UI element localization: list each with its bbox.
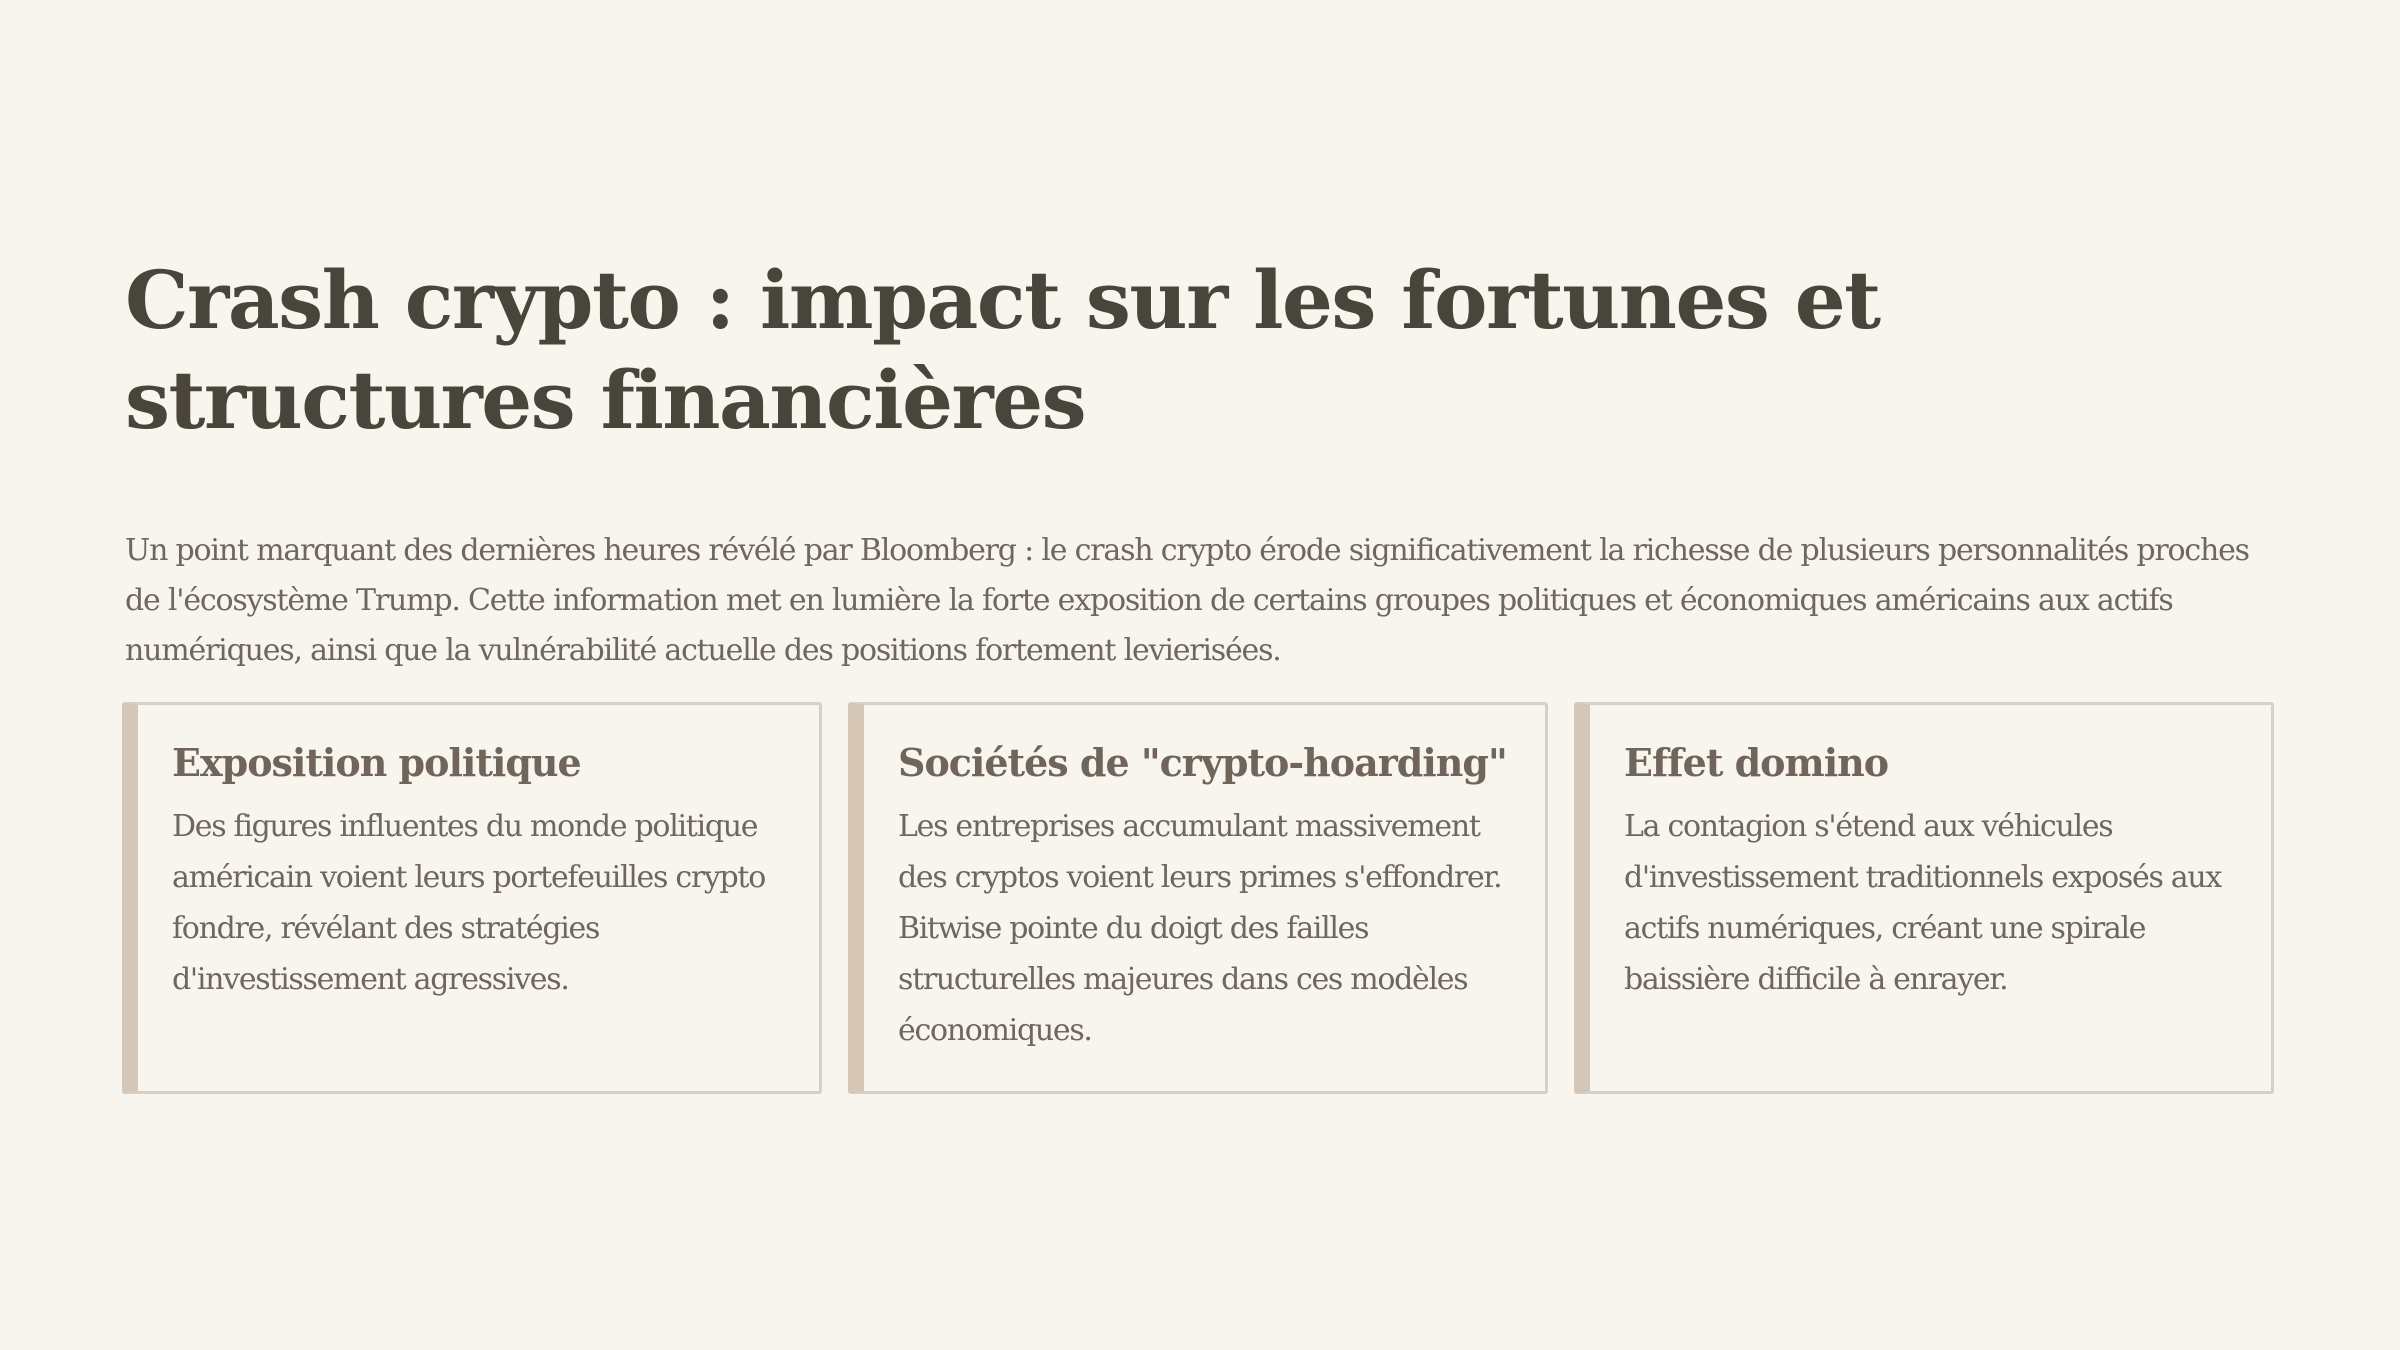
card-text: La contagion s'étend aux véhicules d'investissement traditionnels exposés aux actifs numériques, créant une spirale baissière difficile à enrayer. — [1624, 809, 2222, 997]
card-title: Sociétés de "crypto-hoarding" — [898, 740, 1507, 785]
card-title: Effet domino — [1624, 740, 1889, 785]
card-exposition-politique — [122, 702, 822, 1094]
card-crypto-hoarding — [848, 702, 1548, 1094]
slide-content — [125, 250, 2275, 676]
card-title: Exposition politique — [172, 740, 581, 785]
card-text: Les entreprises accumulant massivement des cryptos voient leurs primes s'effondrer. Bitwise pointe du doigt des failles structurelles majeures dans ces modèles économiques. — [898, 809, 1502, 1048]
intro-paragraph: Un point marquant des dernières heures révélé par Bloomberg : le crash crypto érode significativement la richesse de plusieurs personnalités proches de l'écosystème Trump. Cette information met en lumière la forte exposition de certains groupes politiques et économiques américains aux actifs numériques, ainsi que la vulnérabilité actuelle des positions fortement levierisées. — [125, 533, 2249, 668]
card-effet-domino — [1574, 702, 2274, 1094]
card-text: Des figures influentes du monde politique américain voient leurs portefeuilles crypto fondre, révélant des stratégies d'investissement agressives. — [172, 809, 765, 997]
cards-row — [122, 702, 2274, 1094]
page-title: Crash crypto : impact sur les fortunes et structures financières — [125, 253, 1880, 447]
